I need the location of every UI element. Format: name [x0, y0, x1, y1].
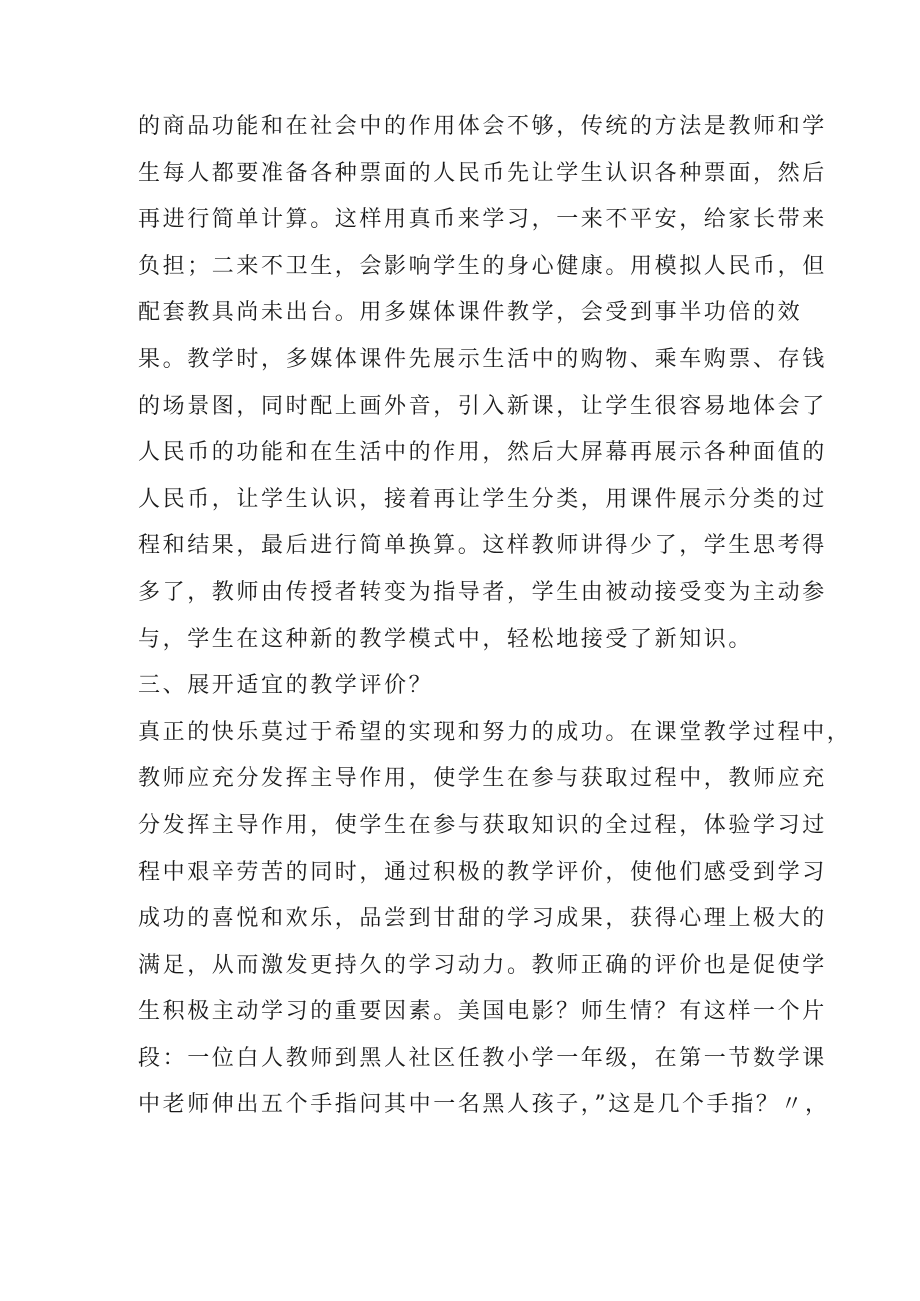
- text-line: 生积极主动学习的重要因素。美国电影？师生情？有这样一个片: [138, 999, 827, 1025]
- text-line: 多了，教师由传授者转变为指导者，学生由被动接受变为主动参: [138, 579, 827, 605]
- text-line: 的场景图，同时配上画外音，引入新课，让学生很容易地体会了: [138, 393, 827, 419]
- text-line: 生每人都要准备各种票面的人民币先让学生认识各种票面，然后: [138, 160, 827, 186]
- text-line: 再进行简单计算。这样用真币来学习，一来不平安，给家长带来: [138, 207, 827, 233]
- text-line: 人民币的功能和在生活中的作用，然后大屏幕再展示各种面值的: [138, 440, 827, 466]
- text-line: 果。教学时，多媒体课件先展示生活中的购物、乘车购票、存钱: [138, 346, 827, 372]
- text-line: 真正的快乐莫过于希望的实现和努力的成功。在课堂教学过程中，: [138, 719, 852, 745]
- body-text: [138, 104, 852, 1129]
- text-line: 段：一位白人教师到黑人社区任教小学一年级，在第一节数学课: [138, 1045, 827, 1071]
- text-line: 程中艰辛劳苦的同时，通过积极的教学评价，使他们感受到学习: [138, 859, 827, 885]
- text-line: 负担；二来不卫生，会影响学生的身心健康。用模拟人民币，但: [138, 253, 827, 279]
- text-line: 的商品功能和在社会中的作用体会不够，传统的方法是教师和学: [138, 114, 827, 139]
- text-line: 配套教具尚未出台。用多媒体课件教学，会受到事半功倍的效: [138, 300, 803, 326]
- text-line: 分发挥主导作用，使学生在参与获取知识的全过程，体验学习过: [138, 812, 827, 838]
- text-line: 与，学生在这种新的教学模式中，轻松地接受了新知识。: [138, 626, 754, 652]
- text-line: 人民币，让学生认识，接着再让学生分类，用课件展示分类的过: [138, 486, 827, 512]
- text-line: 程和结果，最后进行简单换算。这样教师讲得少了，学生思考得: [138, 533, 827, 559]
- section-heading: 三、展开适宜的教学评价？: [138, 673, 434, 699]
- text-line: 中老师伸出五个手指问其中一名黑人孩子，”这是几个手指？〃，: [138, 1092, 830, 1118]
- text-line: 教师应充分发挥主导作用，使学生在参与获取过程中，教师应充: [138, 766, 827, 792]
- text-line: 满足，从而激发更持久的学习动力。教师正确的评价也是促使学: [138, 952, 827, 978]
- text-line: 成功的喜悦和欢乐，品尝到甘甜的学习成果，获得心理上极大的: [138, 906, 827, 932]
